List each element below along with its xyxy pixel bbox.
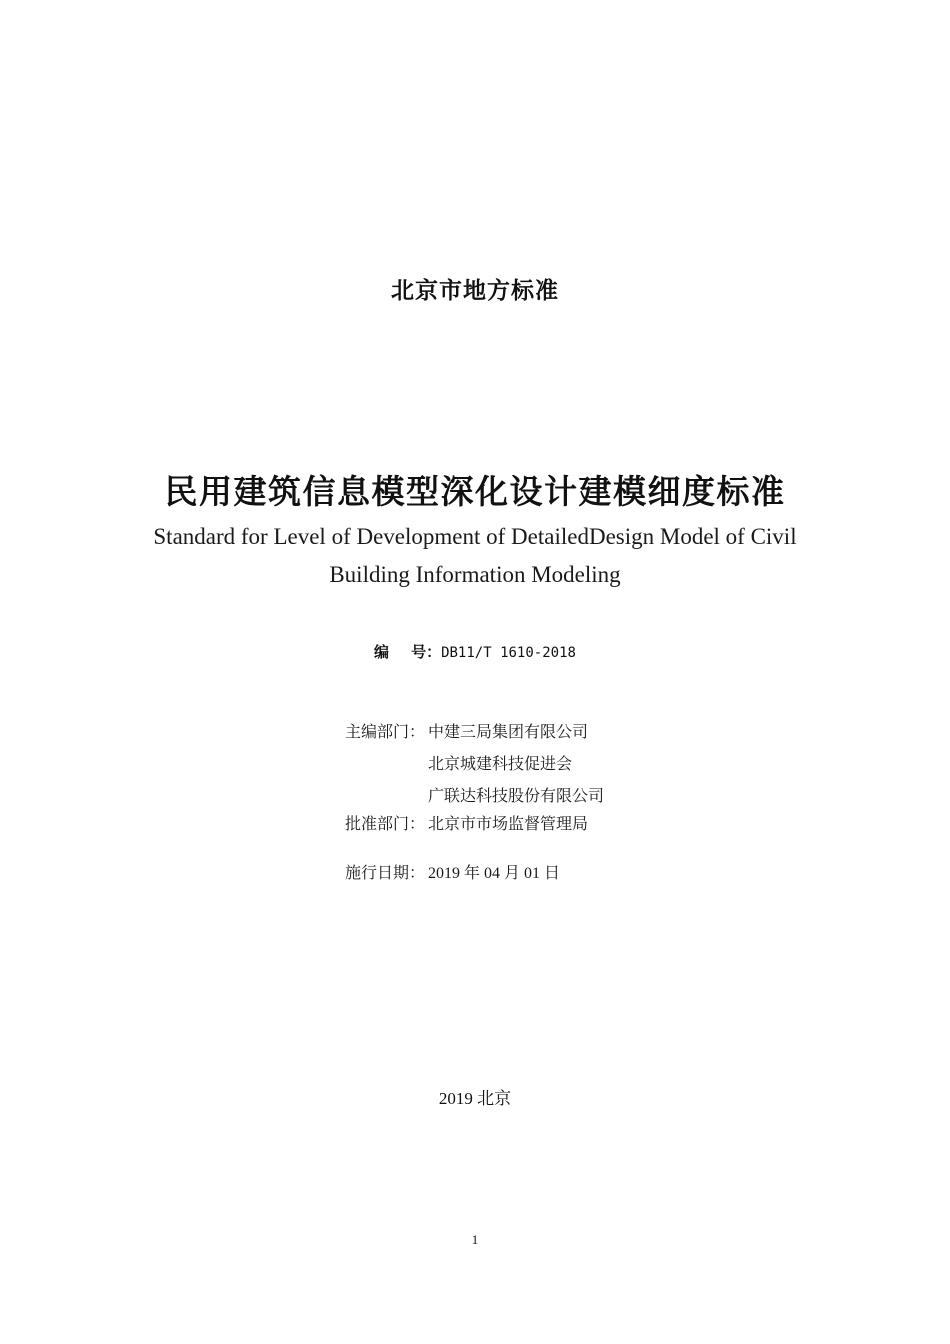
chief-editor-2: 北京城建科技促进会 <box>428 756 573 773</box>
chief-editor-label: 主编部门： <box>345 724 426 741</box>
standard-category-heading: 北京市地方标准 <box>391 278 559 304</box>
chief-editor-3: 广联达科技股份有限公司 <box>428 788 605 805</box>
document-title-chinese: 民用建筑信息模型深化设计建模细度标准 <box>164 472 786 511</box>
page-number: 1 <box>471 1232 479 1247</box>
effective-date-value: 2019 年 04 月 01 日 <box>428 865 561 882</box>
approval-label: 批准部门： <box>345 816 426 833</box>
effective-date-label: 施行日期： <box>345 865 426 882</box>
approval-department: 北京市市场监督管理局 <box>428 816 589 833</box>
chief-editor-1: 中建三局集团有限公司 <box>428 724 589 741</box>
standard-code-label <box>374 643 441 661</box>
document-title-english-line-1: Standard for Level of Development of DetailedDesign Model of Civil <box>153 524 797 549</box>
publication-place-year: 2019 北京 <box>438 1089 512 1108</box>
document-title-english-line-2: Building Information Modeling <box>329 562 621 587</box>
standard-code-label-part1: 编 <box>374 643 390 661</box>
standard-code-value: DB11/T 1610-2018 <box>441 645 576 661</box>
standard-code-label-part2: 号： <box>411 643 442 661</box>
standard-code-line <box>0 641 950 662</box>
